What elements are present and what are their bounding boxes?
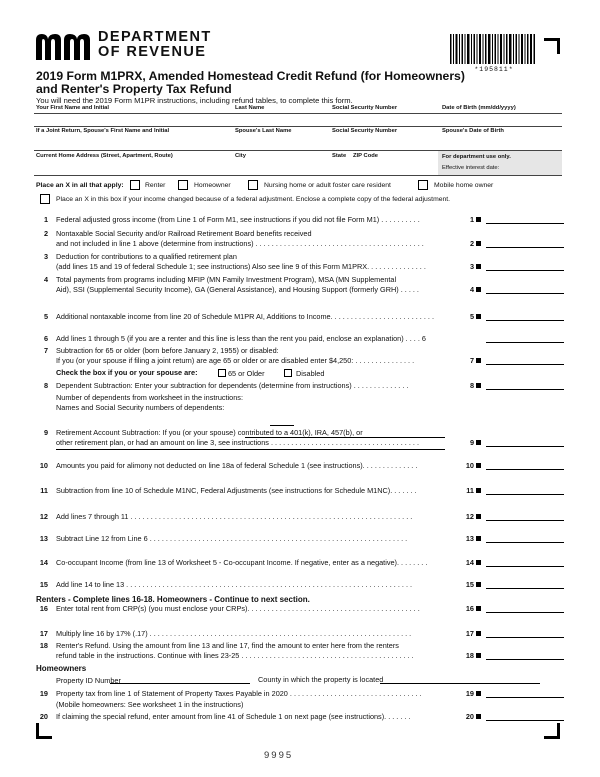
amount-input[interactable] — [486, 720, 564, 721]
amount-input[interactable] — [486, 542, 564, 543]
line-number: 11 — [40, 486, 48, 495]
federal-adjustment-checkbox[interactable] — [40, 194, 50, 204]
address-row-input[interactable] — [34, 161, 436, 174]
line-text: Add line 14 to line 13 . . . . . . . . . . . . . . . . . . . . . . . . . . . . . . . . . . . . . . . . . . . . . . . . . . . . . . . . . . . . . . . . . . . . . . . — [56, 580, 413, 589]
required-marker-icon — [476, 440, 481, 445]
line-text: Nontaxable Social Security and/or Railroad Retirement Board benefits received — [56, 229, 312, 238]
line-number: 20 — [39, 712, 48, 721]
dependents-names-input-2[interactable] — [56, 449, 445, 450]
line-text: Check the box if you or your spouse are: — [56, 368, 198, 377]
line-ref-number: 1 — [469, 215, 474, 224]
line-text: Subtract Line 12 from Line 6 . . . . . . . . . . . . . . . . . . . . . . . . . . . . . . . . . . . . . . . . . . . . . . . . . . . . . . . . . . . . . . . . — [56, 534, 408, 543]
divider — [34, 126, 562, 127]
line-ref-number: 11 — [466, 486, 474, 495]
required-marker-icon — [476, 463, 481, 468]
line-ref-number: 4 — [469, 285, 474, 294]
line-number: 12 — [39, 512, 48, 521]
dependents-names-input[interactable] — [245, 437, 445, 438]
renter-checkbox[interactable] — [130, 180, 140, 190]
divider — [34, 175, 562, 176]
form-footer-code: 9995 — [264, 750, 294, 761]
first-name-label: Your First Name and Initial — [36, 105, 110, 111]
form-instructions-note: You will need the 2019 Form M1PR instructions, including refund tables, to complete this form. — [36, 96, 353, 105]
amount-input[interactable] — [486, 566, 564, 567]
required-marker-icon — [476, 714, 481, 719]
amount-input[interactable] — [486, 364, 564, 365]
line-text: Dependent Subtraction: Enter your subtraction for dependents (determine from instructions) . . . . . . . . . . . . . . — [56, 381, 409, 390]
line-text: If claiming the special refund, enter amount from line 41 of Schedule 1 on next page (see instructions). . . . . . . — [56, 712, 411, 721]
last-name-label: Last Name — [235, 105, 265, 111]
registration-mark-top-right — [544, 38, 560, 54]
amount-input[interactable] — [486, 223, 564, 224]
required-marker-icon — [476, 560, 481, 565]
line-text: If you (or your spouse if filing a joint return) are age 65 or older or are disabled enter $4,250: . . . . . . . . . . . . . . . — [56, 356, 415, 365]
form-title: 2019 Form M1PRX, Amended Homestead Credit Refund (for Homeowners) and Renter's Property Tax Refund — [36, 69, 465, 96]
dependents-count-input[interactable] — [270, 425, 294, 426]
line-ref-number: 16 — [465, 604, 474, 613]
dept-use-label: For department use only. — [442, 154, 511, 160]
required-marker-icon — [476, 383, 481, 388]
line-number: 7 — [43, 346, 48, 355]
line-text: Renter's Refund. Using the amount from line 13 and line 17, find the amount to enter here from the renters — [56, 641, 399, 650]
line-number: 10 — [39, 461, 48, 470]
line-number: 17 — [39, 629, 48, 638]
line-text: (Mobile homeowners: See worksheet 1 in the instructions) — [56, 700, 244, 709]
amount-input[interactable] — [486, 293, 564, 294]
amount-input[interactable] — [486, 494, 564, 495]
line-ref-number: 12 — [465, 512, 474, 521]
required-marker-icon — [476, 631, 481, 636]
line-text: Amounts you paid for alimony not deducted on line 18a of federal Schedule 1 (see instructions). . . . . . . . . . . . . . — [56, 461, 418, 470]
line-text: Names and Social Security numbers of dependents: — [56, 403, 225, 412]
line-number: 4 — [43, 275, 48, 284]
mobile-home-label: Mobile home owner — [434, 182, 494, 189]
barcode-number: *195811* — [474, 66, 514, 73]
line-text: Subtraction from line 10 of Schedule M1NC, Federal Adjustments (see instructions for Schedule M1NC). . . . . . . — [56, 486, 417, 495]
required-marker-icon — [476, 488, 481, 493]
age-65-label: 65 or Older — [228, 369, 265, 378]
required-marker-icon — [476, 606, 481, 611]
spouse-last-name-label: Spouse's Last Name — [235, 128, 292, 134]
registration-mark-bottom-right — [544, 723, 560, 739]
line-number: 9 — [43, 428, 48, 437]
amount-input[interactable] — [486, 247, 564, 248]
amount-input[interactable] — [486, 446, 564, 447]
nursing-home-checkbox[interactable] — [248, 180, 258, 190]
mn-logo-icon — [36, 32, 92, 60]
spouse-first-name-label: If a Joint Return, Spouse's First Name and Initial — [36, 128, 170, 134]
county-input[interactable] — [380, 683, 540, 684]
property-id-input[interactable] — [110, 683, 250, 684]
line-text: Total payments from programs including MFIP (MN Family Investment Program), MSA (MN Supplemental — [56, 275, 397, 284]
disabled-checkbox[interactable] — [284, 369, 292, 377]
amount-input[interactable] — [486, 612, 564, 613]
line-ref-number: 5 — [469, 312, 474, 321]
amount-input[interactable] — [486, 389, 564, 390]
amount-input[interactable] — [486, 659, 564, 660]
line-ref-number: 20 — [465, 712, 474, 721]
required-marker-icon — [476, 536, 481, 541]
line-ref-number: 17 — [465, 629, 474, 638]
line-ref-number: 15 — [465, 580, 474, 589]
line-text: Enter total rent from CRP(s) (you must enclose your CRPs). . . . . . . . . . . . . . . . . . . . . . . . . . . . . . . . . . . . . . . . . . . — [56, 604, 420, 613]
spouse-ssn-label: Social Security Number — [332, 128, 398, 134]
amount-input[interactable] — [486, 637, 564, 638]
line-text: Add lines 1 through 5 (if you are a renter and this line is less than the rent you paid, enclose an explanation) . . . . 6 — [56, 334, 426, 343]
line-ref-number: 14 — [465, 558, 474, 567]
line-number: 14 — [39, 558, 48, 567]
required-marker-icon — [476, 582, 481, 587]
line-text: Additional nontaxable income from line 20 of Schedule M1PR AI, Additions to Income. . . . . . . . . . . . . . . . . . . . . . . . . . — [56, 312, 434, 321]
line-text: Federal adjusted gross income (from Line 1 of Form M1, see instructions if you did not file Form M1) . . . . . . . . . . — [56, 215, 420, 224]
address-label: Current Home Address (Street, Apartment, Route) — [36, 153, 173, 159]
line-text: (add lines 15 and 19 of federal Schedule 1; see instructions) Also see line 9 of this Form M1PRX. . . . . . . . . . . . . . . — [56, 262, 426, 271]
nursing-home-label: Nursing home or adult foster care resident — [264, 182, 391, 189]
amount-input[interactable] — [486, 697, 564, 698]
mobile-home-checkbox[interactable] — [418, 180, 428, 190]
amount-input[interactable] — [486, 469, 564, 470]
homeowners-section-heading: Homeowners — [36, 664, 87, 673]
line-text: Aid), SSI (Supplemental Security Income), GA (General Assistance), and Housing Support (formerly GRH) . . . . . — [56, 285, 419, 294]
line-text: Deduction for contributions to a qualified retirement plan — [56, 252, 237, 261]
line-ref-number: 9 — [469, 438, 474, 447]
apply-label: Place an X in all that apply: — [36, 182, 124, 189]
required-marker-icon — [476, 358, 481, 363]
line-ref-number: 2 — [469, 239, 474, 248]
line-ref-number: 7 — [469, 356, 474, 365]
zip-label: ZIP Code — [353, 153, 379, 159]
required-marker-icon — [476, 287, 481, 292]
required-marker-icon — [476, 241, 481, 246]
line-number: 19 — [39, 689, 48, 698]
line-number: 13 — [39, 534, 48, 543]
dob-label: Date of Birth (mm/dd/yyyy) — [442, 105, 516, 111]
city-label: City — [235, 153, 246, 159]
line-ref-number: 13 — [465, 534, 474, 543]
required-marker-icon — [476, 514, 481, 519]
federal-adjustment-label: Place an X in this box if your income changed because of a federal adjustment. Enclose a complete copy of the federal adjustment. — [56, 196, 451, 203]
amount-input[interactable] — [486, 520, 564, 521]
line-number: 3 — [43, 252, 48, 261]
required-marker-icon — [476, 314, 481, 319]
barcode-icon — [450, 34, 536, 64]
line-number: 6 — [43, 334, 48, 343]
amount-input[interactable] — [486, 342, 564, 343]
line-text: Retirement Account Subtraction: If you (or your spouse) contributed to a 401(k), IRA, 457(b), or — [56, 428, 363, 437]
disabled-label: Disabled — [296, 369, 325, 378]
spouse-dob-label: Spouse's Date of Birth — [442, 128, 504, 134]
line-text: Co-occupant Income (from line 13 of Worksheet 5 - Co-occupant Income. If negative, enter as a negative). . . . . . . . — [56, 558, 428, 567]
renters-section-heading: Renters - Complete lines 16-18. Homeowners - Continue to next section. — [36, 595, 310, 604]
line-text: Property tax from line 1 of Statement of Property Taxes Payable in 2020 . . . . . . . . . . . . . . . . . . . . . . . . . . . . . . . . . — [56, 689, 422, 698]
county-label: County in which the property is located — [258, 675, 384, 684]
line-text: other retirement plan, or had an amount on line 3, see instructions . . . . . . . . . . . . . . . . . . . . . . . . . . . . . . . . . . . . . — [56, 438, 419, 447]
line-ref-number: 19 — [465, 689, 474, 698]
amount-input[interactable] — [486, 320, 564, 321]
required-marker-icon — [476, 653, 481, 658]
line-text: Property ID Number — [56, 676, 121, 685]
line-text: Subtraction for 65 or older (born before January 2, 1955) or disabled: — [56, 346, 279, 355]
line-number: 18 — [39, 641, 48, 650]
state-label: State — [332, 153, 347, 159]
registration-mark-bottom-left — [36, 723, 52, 739]
ssn-label: Social Security Number — [332, 105, 398, 111]
line-number: 1 — [43, 215, 48, 224]
department-logo-text: DEPARTMENT OF REVENUE — [98, 29, 212, 60]
line-ref-number: 10 — [465, 461, 474, 470]
line-ref-number: 3 — [469, 262, 474, 271]
required-marker-icon — [476, 264, 481, 269]
line-ref-number: 8 — [469, 381, 474, 390]
line-number: 2 — [43, 229, 48, 238]
renter-label: Renter — [145, 182, 166, 189]
line-text: Add lines 7 through 11 . . . . . . . . . . . . . . . . . . . . . . . . . . . . . . . . . . . . . . . . . . . . . . . . . . . . . . . . . . . . . . . . . . . . . . — [56, 512, 413, 521]
line-text: Multiply line 16 by 17% (.17) . . . . . . . . . . . . . . . . . . . . . . . . . . . . . . . . . . . . . . . . . . . . . . . . . . . . . . . . . . . . . . . . . — [56, 629, 412, 638]
amount-input[interactable] — [486, 270, 564, 271]
interest-date-label: Effective interest date: — [442, 165, 500, 171]
age-65-checkbox[interactable] — [218, 369, 226, 377]
required-marker-icon — [476, 691, 481, 696]
line-number: 8 — [43, 381, 48, 390]
homeowner-checkbox[interactable] — [178, 180, 188, 190]
line-number: 16 — [39, 604, 48, 613]
line-text: Number of dependents from worksheet in the instructions: — [56, 393, 243, 402]
required-marker-icon — [476, 217, 481, 222]
line-ref-number: 18 — [465, 651, 474, 660]
name-row-input[interactable] — [34, 114, 562, 126]
homeowner-label: Homeowner — [194, 182, 231, 189]
line-text: and not included in line 1 above (determine from instructions) . . . . . . . . . . . . . . . . . . . . . . . . . . . . . . . . . . . . . . . . . . — [56, 239, 424, 248]
line-text: refund table in the instructions. Continue with lines 23-25 . . . . . . . . . . . . . . . . . . . . . . . . . . . . . . . . . . . . . . . . . . . — [56, 651, 414, 660]
amount-input[interactable] — [486, 588, 564, 589]
spouse-row-input[interactable] — [34, 136, 562, 149]
line-number: 5 — [43, 312, 48, 321]
line-number: 15 — [39, 580, 48, 589]
